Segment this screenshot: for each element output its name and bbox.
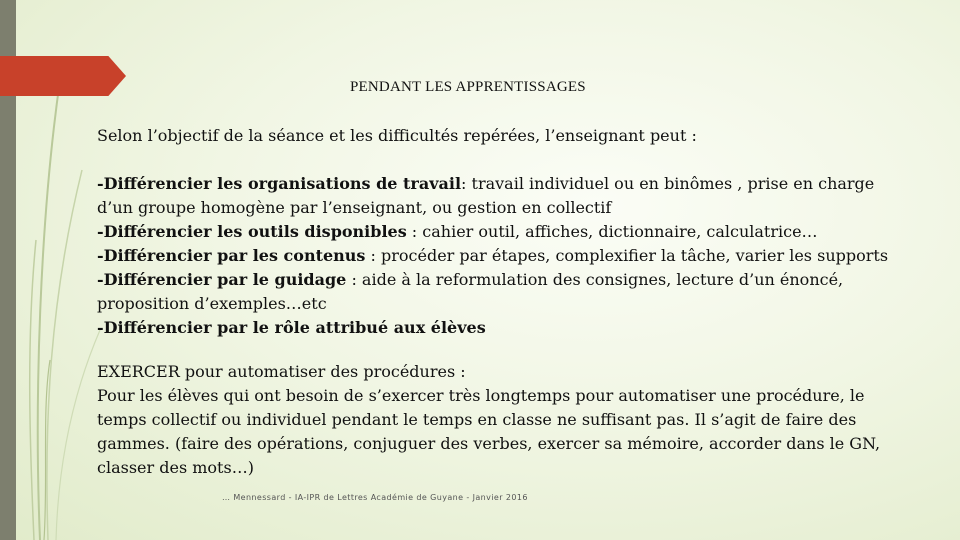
exercer-heading	[97, 360, 907, 384]
list-item	[97, 220, 907, 244]
list-item	[97, 316, 907, 340]
list-item	[97, 268, 907, 316]
list-item	[97, 172, 907, 220]
footer-text: … Mennessard - IA-IPR de Lettres Académie de Guyane - Janvier 2016	[222, 493, 528, 502]
exercer-body: Pour les élèves qui ont besoin de s’exercer très longtemps pour automatiser une procédure, le temps collectif ou individuel pendant le temps en classe ne suffisant pas. Il s’agit de faire des gammes. (faire des opérations, conjuguer des verbes, exercer sa mémoire, accorder dans le GN, classer des mots…)	[97, 386, 881, 477]
list-item-lead: -Différencier par les contenus	[97, 246, 366, 265]
list-item	[97, 244, 907, 268]
slide-content	[97, 124, 907, 480]
list-item-lead: -Différencier les outils disponibles	[97, 222, 407, 241]
list-item-text: : travail individuel ou en binômes , prise en charge d’un groupe homogène par l’enseignant, ou gestion en collectif	[97, 174, 875, 217]
differentiation-list	[97, 172, 907, 340]
page-title: PENDANT LES APPRENTISSAGES	[350, 79, 586, 95]
exercer-lead: EXERCER	[97, 362, 180, 381]
list-item-text: : procéder par étapes, complexifier la tâche, varier les supports	[365, 246, 889, 265]
list-item-text: : cahier outil, affiches, dictionnaire, calculatrice…	[406, 222, 818, 241]
list-item-lead: -Différencier par le guidage	[97, 270, 347, 289]
list-item-lead: -Différencier par le rôle attribué aux élèves	[97, 318, 486, 337]
list-item-lead: -Différencier les organisations de travail	[97, 174, 462, 193]
intro-text: Selon l’objectif de la séance et les difficultés repérées, l’enseignant peut :	[97, 126, 697, 145]
list-item-text: : aide à la reformulation des consignes, lecture d’un énoncé, proposition d’exemples…etc	[97, 270, 844, 313]
title-tab-arrow	[0, 56, 126, 96]
exercer-heading-text: pour automatiser des procédures :	[179, 362, 466, 381]
